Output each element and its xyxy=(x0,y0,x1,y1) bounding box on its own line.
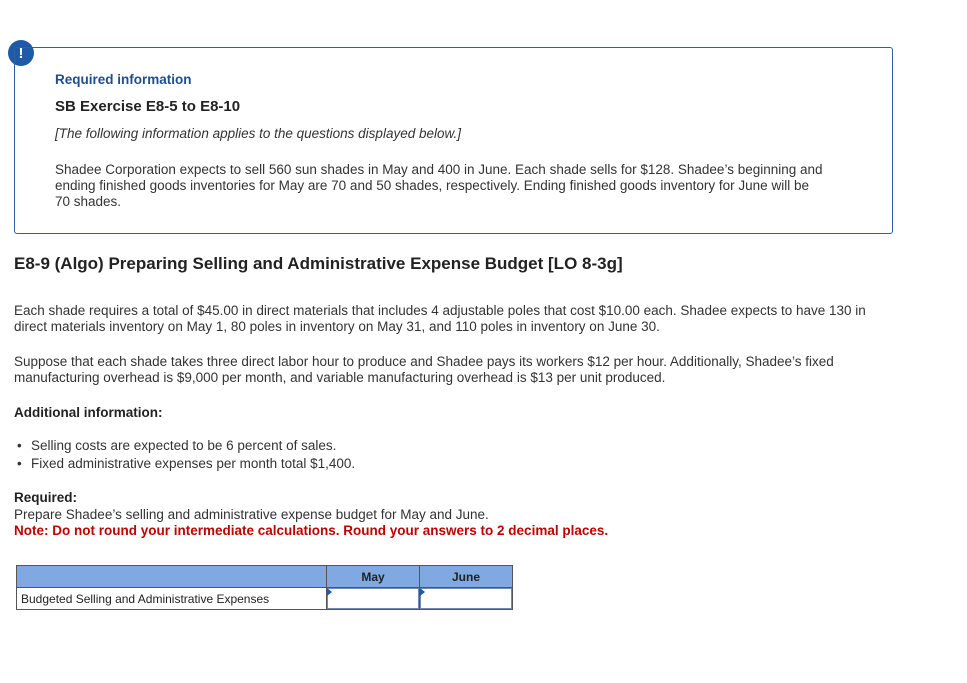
additional-information-list xyxy=(14,437,355,473)
column-header-june: June xyxy=(420,566,513,588)
june-answer-cell xyxy=(420,588,513,610)
input-marker-icon xyxy=(420,588,425,596)
required-information-panel xyxy=(14,47,893,234)
required-instruction: Prepare Shadee’s selling and administrative expense budget for May and June. xyxy=(14,507,489,522)
scenario-text: Shadee Corporation expects to sell 560 sun shades in May and 400 in June. Each shade sells for $128. Shadee’s beginning and ending finished goods inventories for May are 70 and 50 shades, respectively. Ending finished goods inventory for June will be 70 shades. xyxy=(55,162,823,209)
input-marker-icon xyxy=(327,588,332,596)
table-header-row xyxy=(17,566,513,588)
applies-note: [The following information applies to the questions displayed below.] xyxy=(55,126,461,141)
required-information-heading: Required information xyxy=(55,72,192,87)
column-header-may: May xyxy=(327,566,420,588)
list-item: • Selling costs are expected to be 6 percent of sales. xyxy=(14,437,355,455)
june-answer-input[interactable] xyxy=(420,588,512,609)
may-answer-input[interactable] xyxy=(327,588,419,609)
labor-overhead-paragraph: Suppose that each shade takes three direct labor hour to produce and Shadee pays its workers $12 per hour. Additionally, Shadee’s fixed manufacturing overhead is $9,000 per month, and variable manufacturing overhead is $13 per unit produced. xyxy=(14,354,834,385)
header-blank-cell xyxy=(17,566,327,588)
alert-icon: ! xyxy=(8,40,34,66)
required-label: Required: xyxy=(14,490,78,505)
additional-information-label: Additional information: xyxy=(14,405,163,420)
list-item: • Fixed administrative expenses per month total $1,400. xyxy=(14,455,355,473)
table-row xyxy=(17,588,513,610)
problem-title: E8-9 (Algo) Preparing Selling and Administrative Expense Budget [LO 8-3g] xyxy=(14,254,623,273)
row-label: Budgeted Selling and Administrative Expenses xyxy=(17,588,327,610)
exercise-title: SB Exercise E8-5 to E8-10 xyxy=(55,98,241,115)
may-answer-cell xyxy=(327,588,420,610)
direct-materials-paragraph: Each shade requires a total of $45.00 in direct materials that includes 4 adjustable poles that cost $10.00 each. Shadee expects to have 130 in direct materials inventory on May 1, 80 poles in inventory on May 31, and 110 poles in inventory on June 30. xyxy=(14,303,866,334)
budget-table xyxy=(16,565,513,610)
rounding-note: Note: Do not round your intermediate calculations. Round your answers to 2 decimal places. xyxy=(14,523,609,538)
